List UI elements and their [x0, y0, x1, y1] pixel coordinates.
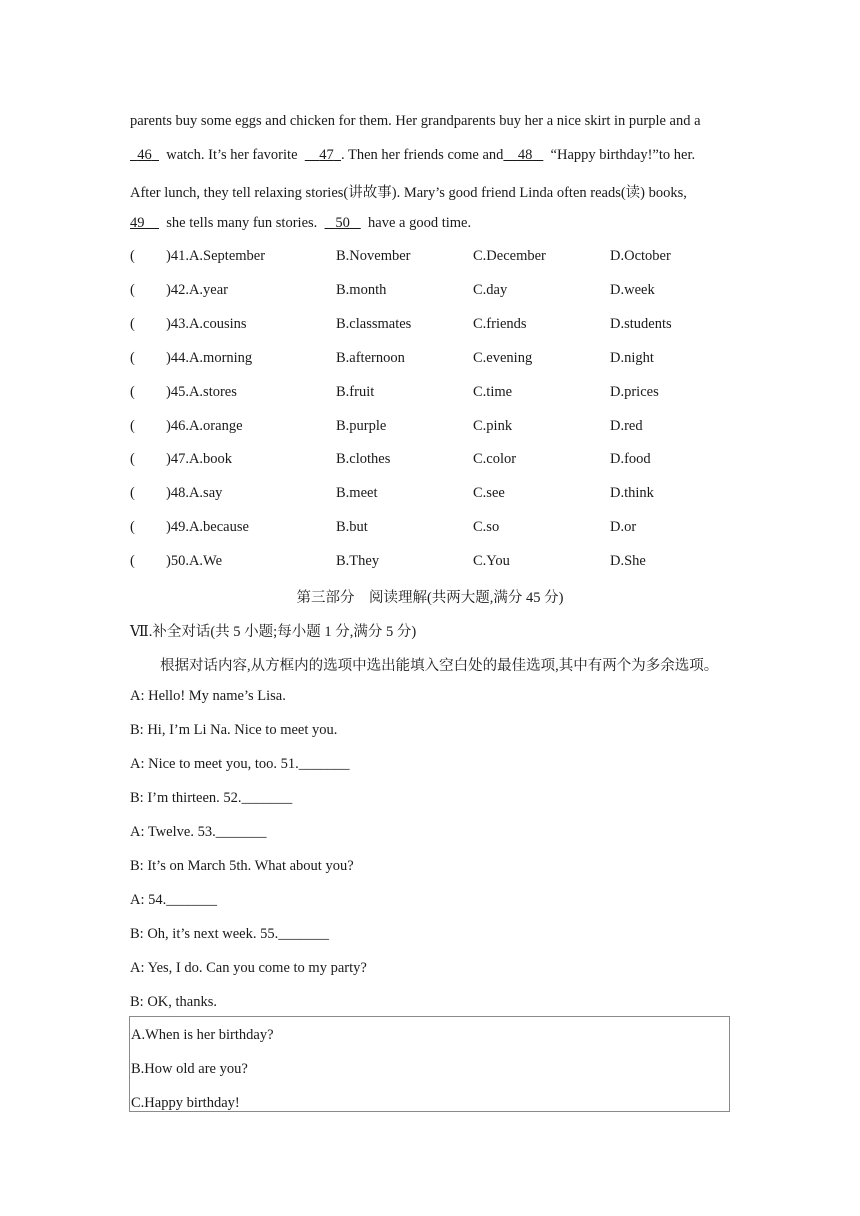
- option-a[interactable]: )47.A.book: [166, 451, 233, 468]
- option-a[interactable]: )45.A.stores: [166, 383, 237, 400]
- answer-bracket[interactable]: (: [130, 248, 135, 264]
- dialogue-line: A: Nice to meet you, too. 51._______: [130, 756, 350, 772]
- answer-bracket[interactable]: (: [130, 519, 135, 536]
- option-a[interactable]: )46.A.orange: [166, 417, 243, 434]
- option-row: [130, 418, 730, 438]
- option-b[interactable]: B.afternoon: [336, 349, 405, 366]
- answer-bracket[interactable]: (: [130, 349, 135, 366]
- passage-text: . Then her friends come and: [341, 147, 504, 163]
- option-d[interactable]: D.week: [610, 281, 655, 298]
- option-a[interactable]: )49.A.because: [166, 519, 249, 536]
- option-c[interactable]: C.time: [473, 383, 513, 400]
- option-d[interactable]: D.think: [610, 485, 654, 502]
- option-d[interactable]: D.red: [610, 417, 643, 434]
- dialogue-line: B: It’s on March 5th. What about you?: [130, 858, 354, 874]
- option-d[interactable]: D.night: [610, 349, 654, 366]
- option-b[interactable]: B.fruit: [336, 383, 375, 400]
- blank-50: 50: [335, 215, 350, 231]
- blank-55[interactable]: _______: [278, 926, 329, 942]
- option-c[interactable]: C.day: [473, 281, 508, 298]
- answer-bracket[interactable]: (: [130, 281, 135, 298]
- option-d[interactable]: D.prices: [610, 383, 659, 400]
- option-b[interactable]: B.but: [336, 519, 368, 536]
- blank-49: 49: [130, 215, 145, 231]
- answer-bracket[interactable]: (: [130, 383, 135, 400]
- passage-text: have a good time.: [360, 215, 472, 231]
- option-c[interactable]: C.December: [473, 248, 546, 264]
- option-b[interactable]: B.classmates: [336, 315, 412, 332]
- option-d[interactable]: D.She: [610, 553, 646, 570]
- option-a[interactable]: )42.A.year: [166, 281, 229, 298]
- option-d[interactable]: D.students: [610, 315, 672, 332]
- option-b[interactable]: B.month: [336, 281, 387, 298]
- blank-54[interactable]: _______: [166, 892, 217, 908]
- passage-line-3: After lunch, they tell relaxing stories(讲故事). Mary’s good friend Linda often reads(读) books,: [130, 185, 687, 201]
- option-c[interactable]: C.so: [473, 519, 500, 536]
- option-d[interactable]: D.food: [610, 451, 651, 468]
- option-c[interactable]: C.see: [473, 485, 505, 502]
- dialogue-line: B: OK, thanks.: [130, 994, 217, 1010]
- choice-c: C.Happy birthday!: [131, 1095, 240, 1111]
- answer-bracket[interactable]: (: [130, 417, 135, 434]
- option-a[interactable]: )44.A.morning: [166, 349, 253, 366]
- dialogue-line: B: Oh, it’s next week. 55._______: [130, 926, 329, 942]
- dialogue-line: A: Twelve. 53._______: [130, 824, 267, 840]
- passage-line-2: [130, 147, 695, 164]
- dialogue-line: B: I’m thirteen. 52._______: [130, 790, 293, 806]
- option-a[interactable]: )43.A.cousins: [166, 315, 247, 332]
- option-b[interactable]: B.purple: [336, 417, 387, 434]
- option-c[interactable]: C.pink: [473, 417, 513, 434]
- blank-52[interactable]: _______: [241, 790, 293, 806]
- choices-box: [129, 1016, 730, 1112]
- option-c[interactable]: C.evening: [473, 349, 533, 366]
- section-title: Ⅶ.补全对话(共 5 小题;每小题 1 分,满分 5 分): [130, 624, 417, 640]
- option-row: [130, 316, 730, 336]
- option-b[interactable]: B.clothes: [336, 451, 391, 468]
- dialogue-line: B: Hi, I’m Li Na. Nice to meet you.: [130, 722, 338, 738]
- option-a[interactable]: )50.A.We: [166, 553, 223, 570]
- passage-text: watch. It’s her favorite: [159, 147, 305, 163]
- blank-48: 48: [517, 147, 533, 163]
- choice-a: A.When is her birthday?: [131, 1027, 274, 1043]
- blank-51[interactable]: _______: [298, 756, 350, 772]
- option-row: [130, 248, 730, 268]
- option-b[interactable]: B.November: [336, 248, 411, 264]
- option-row: [130, 350, 730, 370]
- option-c[interactable]: C.You: [473, 553, 510, 570]
- passage-text: she tells many fun stories.: [159, 215, 325, 231]
- answer-bracket[interactable]: (: [130, 553, 135, 570]
- dialogue-line: A: Hello! My name’s Lisa.: [130, 688, 286, 704]
- option-c[interactable]: C.color: [473, 451, 517, 468]
- option-row: [130, 485, 730, 505]
- answer-bracket[interactable]: (: [130, 315, 135, 332]
- option-a[interactable]: )41.A.September: [166, 248, 266, 264]
- passage-text: “Happy birthday!”to her.: [543, 147, 696, 163]
- option-row: [130, 553, 730, 573]
- option-c[interactable]: C.friends: [473, 315, 527, 332]
- part-title: 第三部分 阅读理解(共两大题,满分 45 分): [296, 590, 564, 606]
- option-b[interactable]: B.They: [336, 553, 380, 570]
- blank-47: 47: [319, 147, 334, 163]
- option-row: [130, 519, 730, 539]
- choice-b: B.How old are you?: [131, 1061, 248, 1077]
- option-d[interactable]: D.or: [610, 519, 637, 536]
- option-row: [130, 282, 730, 302]
- instruction: 根据对话内容,从方框内的选项中选出能填入空白处的最佳选项,其中有两个为多余选项。: [160, 658, 719, 674]
- dialogue-line: A: Yes, I do. Can you come to my party?: [130, 960, 367, 976]
- option-row: [130, 384, 730, 404]
- dialogue-line: A: 54._______: [130, 892, 217, 908]
- option-a[interactable]: )48.A.say: [166, 485, 223, 502]
- blank-53[interactable]: _______: [215, 824, 267, 840]
- passage-line-4: [130, 215, 471, 232]
- answer-bracket[interactable]: (: [130, 451, 135, 468]
- option-row: [130, 451, 730, 471]
- answer-bracket[interactable]: (: [130, 485, 135, 502]
- passage-line-1: parents buy some eggs and chicken for them. Her grandparents buy her a nice skirt in purple and a: [130, 113, 701, 129]
- option-b[interactable]: B.meet: [336, 485, 378, 502]
- blank-46: 46: [137, 147, 152, 163]
- option-d[interactable]: D.October: [610, 248, 671, 264]
